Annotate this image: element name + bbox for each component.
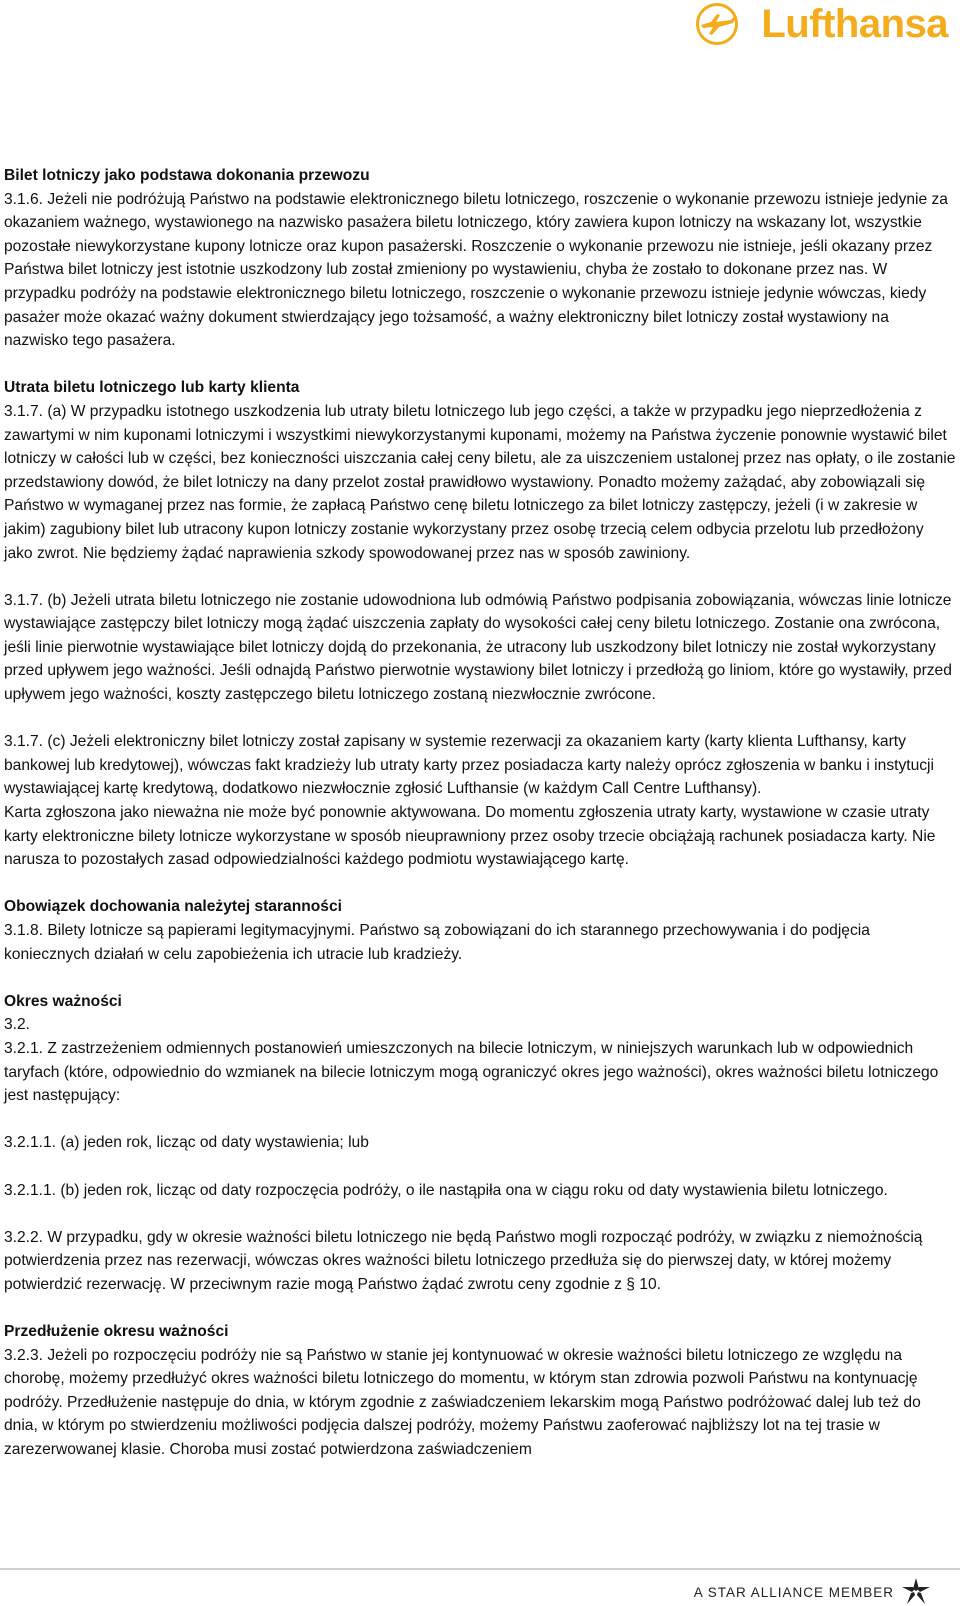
paragraph: 3.1.8. Bilety lotnicze są papierami legitymacyjnymi. Państwo są zobowiązani do ich starannego przechowywania i do podjęcia koniecznych działań w celu zapobieżenia ich utracie lub kradzieży.	[4, 922, 870, 963]
brand-name: Lufthansa	[761, 2, 948, 46]
section-heading: Utrata biletu lotniczego lub karty klienta	[4, 379, 300, 397]
section-heading: Okres ważności	[4, 992, 122, 1010]
paragraph: 3.2. 3.2.1. Z zastrzeżeniem odmiennych postanowień umieszczonych na bilecie lotniczym, w niniejszych warunkach lub w odpowiednich taryfach (które, odpowiednio do wzmianek na bilecie lotniczym mogą ograniczyć okres jego ważności), okres ważności biletu lotniczego jest następujący:	[4, 1016, 939, 1105]
paragraph: 3.1.6. Jeżeli nie podróżują Państwo na podstawie elektronicznego biletu lotniczego, roszczenie o wykonanie przewozu istnieje jedynie za okazaniem ważnego, wystawionego na nazwisko pasażera biletu lotniczego, który zawiera kupon lotniczy na wskazany lot, wszystkie pozostałe niewykorzystane kupony lotnicze oraz kupon pasażerski. Roszczenie o wykonanie przewozu nie istnieje, jeśli okazany przez Państwa bilet lotniczy jest istotnie uszkodzony lub został zmieniony po wystawieniu, chyba że zostało to dokonane przez nas. W przypadku podróży na podstawie elektronicznego biletu lotniczego, roszczenie o wykonanie przewozu istnieje jedynie wówczas, kiedy pasażer może okazać ważny dokument stwierdzający jego tożsamość, a ważny elektroniczny bilet lotniczy został wystawiony na nazwisko tego pasażera.	[4, 190, 948, 350]
crane-circle-icon	[695, 2, 751, 46]
footer-divider	[0, 1568, 960, 1570]
paragraph: 3.1.7. (a) W przypadku istotnego uszkodzenia lub utraty biletu lotniczego lub jego części, a także w przypadku jego nieprzedłożenia z zawartymi w nim kuponami lotniczymi i wszystkimi niewykorzystanymi kuponami, możemy na Państwa życzenie ponownie wystawić bilet lotniczy w całości lub w części, bez konieczności uiszczania całej ceny biletu, ale za uiszczeniem ustalonej przez nas opłaty, o ile zostanie przedstawiony dowód, że bilet lotniczy na dany przelot został prawidłowo wystawiony. Ponadto możemy zażądać, aby zobowiązali się Państwo w wymaganej przez nas formie, że zapłacą Państwo cenę biletu lotniczego za bilet lotniczy zastępczy, jeżeli (i w zakresie w jakim) zagubiony bilet lub utracony kupon lotniczy zostanie wykorzystany przez osobę trzecią celem odbycia przelotu lub przedłożony jako zwrot. Nie będziemy żądać naprawienia szkody spowodowanej przez nas w sposób zawiniony.	[4, 402, 956, 562]
paragraph: 3.2.3. Jeżeli po rozpoczęciu podróży nie są Państwo w stanie jej kontynuować w okresie ważności biletu lotniczego ze względu na chorobę, możemy przedłużyć okres ważności biletu lotniczego do momentu, w którym stan zdrowia pozwoli Państwu na kontynuację podróży. Przedłużenie następuje do dnia, w którym zgodnie z zaświadczeniem lekarskim mogą Państwo podróżować dalej lub też do dnia, w którym po stwierdzeniu możliwości podjęcia dalszej podróży, możemy Państwu zaoferować najbliższy lot na tej trasie w zarezerwowanej klasie. Choroba musi zostać potwierdzona zaświadczeniem	[4, 1346, 921, 1459]
paragraph: 3.2.1.1. (a) jeden rok, licząc od daty wystawienia; lub	[4, 1134, 369, 1152]
page-header	[0, 0, 960, 70]
star-alliance-label: A STAR ALLIANCE MEMBER	[693, 1585, 894, 1600]
document-body	[4, 164, 956, 1462]
lufthansa-logo	[695, 2, 948, 46]
section-heading: Bilet lotniczy jako podstawa dokonania przewozu	[4, 167, 370, 184]
paragraph: 3.2.1.1. (b) jeden rok, licząc od daty rozpoczęcia podróży, o ile nastąpiła ona w ciągu roku od daty wystawienia biletu lotniczego.	[4, 1181, 888, 1199]
page-footer	[0, 1568, 960, 1606]
section-heading: Obowiązek dochowania należytej staranności	[4, 898, 342, 916]
paragraph: 3.2.2. W przypadku, gdy w okresie ważności biletu lotniczego nie będą Państwo mogli rozpocząć podróży, w związku z niemożnością potwierdzenia przez nas rezerwacji, wówczas okres ważności biletu lotniczego przedłuża się do pierwszej daty, w której możemy potwierdzić rezerwację. W przeciwnym razie mogą Państwo żądać zwrotu ceny zgodnie z § 10.	[4, 1228, 923, 1293]
star-alliance-icon	[900, 1577, 932, 1605]
paragraph: 3.1.7. (c) Jeżeli elektroniczny bilet lotniczy został zapisany w systemie rezerwacji za okazaniem karty (karty klienta Lufthansy, karty bankowej lub kredytowej), wówczas fakt kradzieży lub utraty karty przez posiadacza karty należy oprócz zgłoszenia w banku i instytucji wystawiającej kartę kredytową, dodatkowo niezwłocznie zgłosić Lufthansie (w każdym Call Centre Lufthansy). Karta zgłoszona jako nieważna nie może być ponownie aktywowana. Do momentu zgłoszenia utraty karty, wystawione w czasie utraty karty elektroniczne bilety lotnicze wykorzystane w sposób nieuprawniony przez osoby trzecie obciążają rachunek posiadacza karty. Nie narusza to pozostałych zasad odpowiedzialności każdego podmiotu wystawiającego kartę.	[4, 733, 936, 869]
section-heading: Przedłużenie okresu ważności	[4, 1323, 229, 1341]
paragraph: 3.1.7. (b) Jeżeli utrata biletu lotniczego nie zostanie udowodniona lub odmówią Państwo podpisania zobowiązania, wówczas linie lotnicze wystawiające zastępczy bilet lotniczy mogą żądać uiszczenia zapłaty do wysokości całej ceny biletu lotniczego. Zostanie ona zwrócona, jeśli linie pierwotnie wystawiające bilet lotniczy dojdą do przekonania, że utracony lub uszkodzony bilet lotniczy nie został wykorzystany przed upływem jego ważności. Jeśli odnajdą Państwo pierwotnie wystawiony bilet lotniczy i przedłożą go liniom, które go wystawiły, przed upływem jego ważności, koszty zastępczego biletu lotniczego zostaną niezwłocznie zwrócone.	[4, 591, 952, 704]
